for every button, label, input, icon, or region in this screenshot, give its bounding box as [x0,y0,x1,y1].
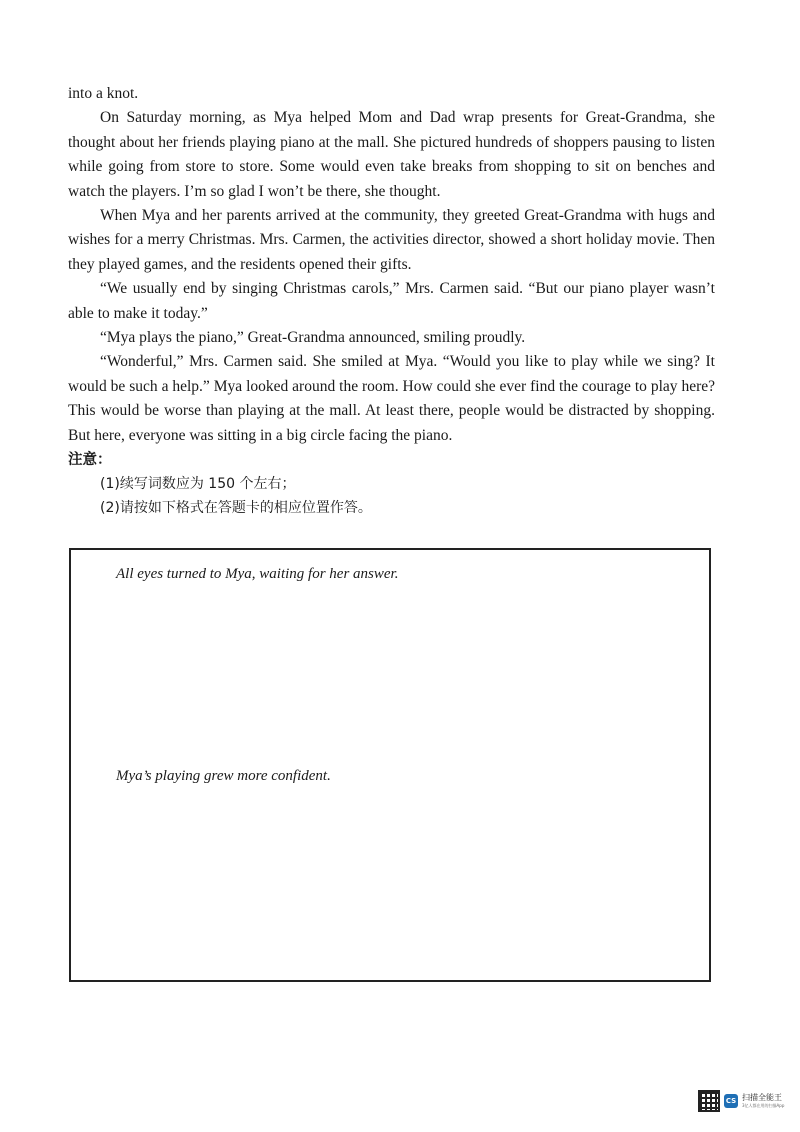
scanner-app-tagline: 3亿人都在用的扫描App [742,1103,785,1108]
scanner-app-name: 扫描全能王 [742,1093,782,1102]
passage-paragraph: On Saturday morning, as Mya helped Mom and Dad wrap presents for Great-Grandma, she thought about her friends playing piano at the mall. She pictured hundreds of shoppers pausing to listen while going from store to store. Some would even take breaks from shopping to sit on benches and watch the players. I’m so glad I won’t be there, she thought. [68,109,715,200]
camscanner-logo-icon: CS [724,1094,738,1108]
passage-paragraph: “Wonderful,” Mrs. Carmen said. She smiled at Mya. “Would you like to play while we sing? It would be such a help.” Mya looked around the room. How could she ever find the courage to play here? This would be worse than playing at the mall. At least there, people would be distracted by shopping. But here, everyone was sitting in a big circle facing the piano. [68,353,715,444]
passage [68,82,715,520]
scanner-badge [698,1086,788,1116]
answer-box[interactable] [69,548,711,982]
note-item: (1)续写词数应为 150 个左右； [100,476,296,493]
qr-code-icon [698,1090,720,1112]
note-item: (2)请按如下格式在答题卡的相应位置作答。 [100,500,372,517]
scanner-badge-text [742,1094,784,1108]
passage-paragraph: When Mya and her parents arrived at the community, they greeted Great-Grandma with hugs and wishes for a merry Christmas. Mrs. Carmen, the activities director, showed a short holiday movie. Then they played games, and the residents opened their gifts. [68,207,715,273]
answer-prompt-2: Mya’s playing grew more confident. [116,768,331,784]
passage-paragraph: “Mya plays the piano,” Great-Grandma announced, smiling proudly. [100,329,526,347]
passage-paragraph: into a knot. [68,85,139,102]
notes-title: 注意： [68,452,112,469]
passage-paragraph: “We usually end by singing Christmas carols,” Mrs. Carmen said. “But our piano player wasn’t able to make it today.” [68,280,715,322]
answer-prompt-1: All eyes turned to Mya, waiting for her answer. [116,566,399,582]
